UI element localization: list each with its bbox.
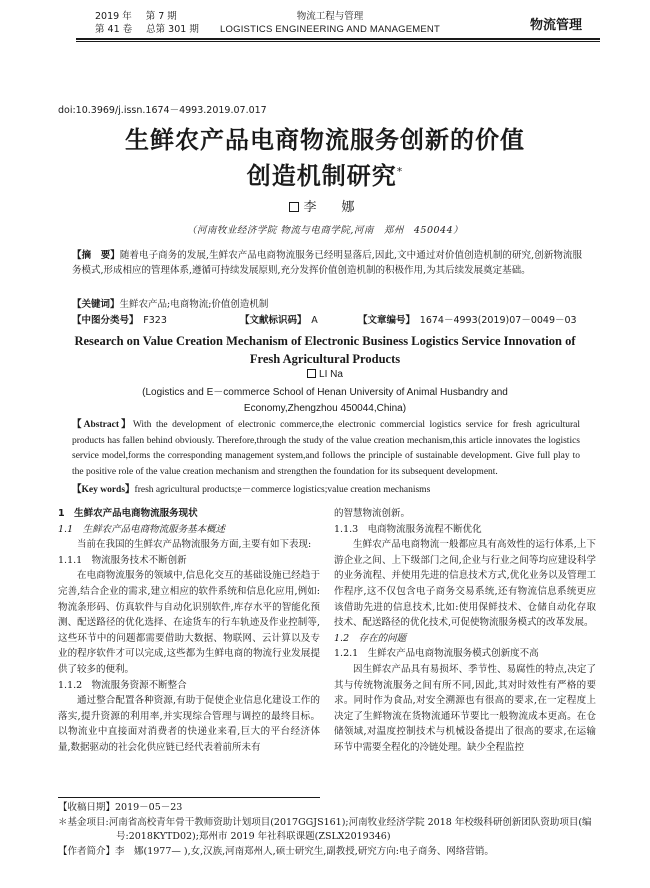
author-name: 李 娜 [303,200,361,215]
footnote-fund: ＊基金项目:河南省高校青年骨干教师资助计划项目(2017GGJS161);河南牧业经济学院 2018 年校级科研创新团队资助项目(编 [58,816,592,828]
en-affil-line2: Economy,Zhengzhou 450044,China) [243,403,407,414]
en-affil-line1: (Logistics and E－commerce School of Henan University of Animal Husbandry and [142,387,508,398]
keywords-en [72,481,580,495]
affiliation: （河南牧业经济学院 物流与电商学院,河南 郑州 450044） [186,225,464,236]
section-heading-1: 1 生鲜农产品电商物流服务现状 [58,508,198,519]
author-box-icon [289,202,299,212]
keywords-en-label: 【Key words】 [72,485,135,495]
en-affiliation [60,385,590,417]
journal-name-cn: 物流工程与管理 [296,11,364,22]
section-heading-1-1-3: 1.1.3 电商物流服务流程不断优化 [334,523,482,535]
article-number: 【文章编号】 1674－4993(2019)07－0049－03 [358,315,577,326]
abstract-en [72,418,580,480]
header-rule-thin [76,41,600,42]
header-issue-info [95,10,213,36]
en-author-name: LI Na [319,369,343,380]
footnote-bio: 【作者简介】李 娜(1977— ),女,汉族,河南郑州人,硕士研究生,副教授,研究方向:电子商务、网络营销。 [58,845,494,857]
abstract-en-text: With the development of electronic commerce,the electronic commercial logistics service for fresh agricultural products has fallen behind obviously. Therefore,through the study of the value creation mechanism,this article innovates the logistics service model,forms the corresponding management system,and follows the principle of sustainable development. Give full play to the positive role of the value creation mechanism and strengthen the foundation for its subsequent development. [72,420,580,477]
paragraph: 生鲜农产品电商物流一般都应具有高效性的运行体系,上下游企业之间、上下级部门之间,企业与行业之间等均应建设科学的业务流程、并使用先进的信息技术方式,优化业务以及管理工作程序,这不仅包含电子商务交易系统,还有物流信息系统更应该借助先进的信息技术,比如:使用保鲜技术、仓储自动化存取技术、配送路径的优化技术,可促使物流服务模式的改革发展。 [334,539,596,629]
abstract-cn-text: 随着电子商务的发展,生鲜农产品电商物流服务已经明显落后,因此,文中通过对价值创造机制的研究,创新物流服务模式,形成相应的管理体系,遵循可持续发展原则,充分发挥价值创造机制的积极作用,为其后续发展奠定基础。 [72,250,582,277]
journal-name-en: LOGISTICS ENGINEERING AND MANAGEMENT [220,24,440,35]
doi: doi:10.3969/j.issn.1674－4993.2019.07.017 [58,105,267,116]
clc-number: 【中图分类号】 F323 [72,315,167,326]
en-title-line1: Research on Value Creation Mechanism of Electronic Business Logistics Service Innovation of [74,334,576,348]
paragraph: 因生鲜农产品具有易损坏、季节性、易腐性的特点,决定了其与传统物流服务之间有所不同,因此,其对时效性有严格的要求。同时作为食品,对安全溯源也有很高的要求,在一定程度上决定了生鲜物流在货物流通环节要比一般物流成本更高。在仓储领域,对温度控制技术与机械设备提出了很高的要求,在运输环节中需要全程化的冷链处理。缺少全程监控 [334,663,596,753]
doc-code: 【文献标识码】 A [240,315,318,326]
en-title-line2: Fresh Agricultural Products [249,352,401,366]
body-left-column [58,506,320,756]
abstract-cn [72,248,582,278]
title-footnote-mark: * [396,165,404,178]
paper-title-text: 创造机制研究 [246,162,397,190]
section-heading-1-1-1: 1.1.1 物流服务技术不断创新 [58,554,187,566]
header-volume: 第 41 卷 [95,24,133,35]
en-author-box-icon [307,369,316,378]
header-issue: 第 7 期 [145,11,177,22]
section-heading-1-2-1: 1.2.1 生鲜农产品电商物流服务模式创新度不高 [334,648,539,660]
section-heading-1-1: 1.1 生鲜农产品电商物流服务基本概述 [58,523,226,535]
author [0,196,650,215]
paragraph: 当前在我国的生鲜农产品物流服务方面,主要有如下表现: [77,539,312,551]
keywords-cn [72,296,268,310]
header-year: 2019 年 [95,11,132,22]
header-section: 物流管理 [530,18,583,33]
header-journal [200,10,460,36]
keywords-cn-text: 生鲜农产品;电商物流;价值创造机制 [119,299,269,310]
footnote-rule [58,797,320,798]
en-author [0,369,650,380]
footnote-received: 【收稿日期】2019－05－23 [58,802,183,813]
header-rule [76,38,600,40]
header-total: 总第 301 期 [146,24,199,35]
paragraph-continued: 的智慧物流创新。 [334,508,411,519]
paper-title-line1: 生鲜农产品电商物流服务创新的价值 [125,126,525,154]
abstract-cn-label: 【摘 要】 [72,250,120,261]
abstract-en-label: 【Abstract】 [72,420,133,430]
paragraph: 在电商物流服务的领域中,信息化交互的基础设施已经趋于完善,结合企业的需求,建立相应的软件系统和信息化应用,例如:物流条形码、仿真软件与自动化识别软件,库存水平的智能化预测、配送路径的优化选择、在途货车的行车轨迹及作业控制等,这些环节中的问题都需要借助大数据、物联网、云计算以及专业的程序软件才可以完成,这些都为生鲜电商的物流行业发展提供了较多的便利。 [58,570,320,675]
keywords-cn-label: 【关键词】 [72,299,120,310]
paragraph: 通过整合配置各种资源,有助于促使企业信息化建设工作的落实,提升资源的利用率,并实现综合管理与调控的最终目标。以物流业中直接面对消费者的快递业来看,巨大的平台经济体量,数据驱动的社会化供应链已经代表着前所未有 [58,695,320,753]
footnotes [58,801,598,859]
section-heading-1-1-2: 1.1.2 物流服务资源不断整合 [58,679,187,691]
paper-title-line2 [80,156,570,191]
keywords-en-text: fresh agricultural products;e－commerce logistics;value creation mechanisms [134,485,431,495]
footnote-fund-cont: 号:2018KYTD02);郑州市 2019 年社科联课题(ZSLX2019346) [116,831,391,843]
body-right-column [334,506,596,756]
section-heading-1-2: 1.2 存在的问题 [334,632,407,644]
